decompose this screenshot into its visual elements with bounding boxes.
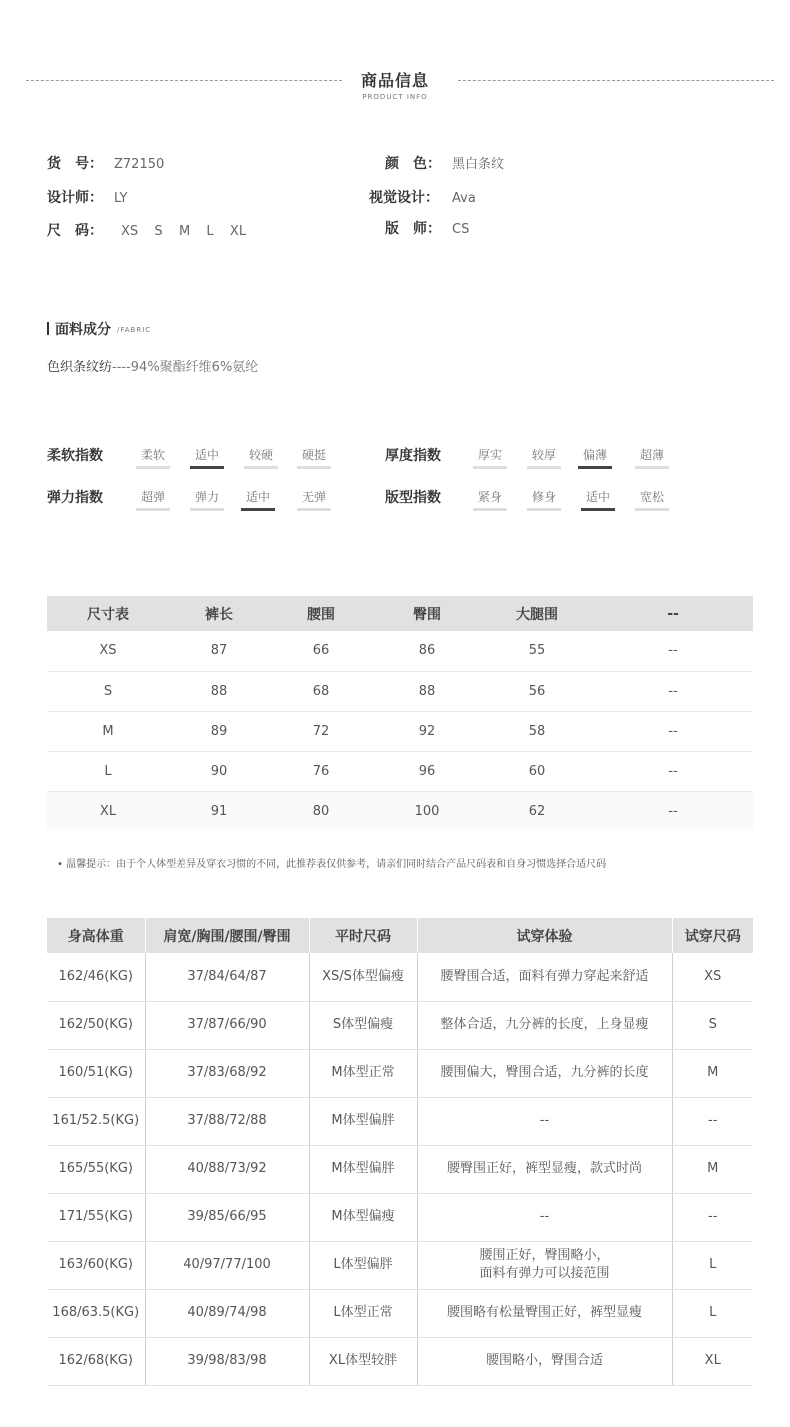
table-row [47, 1049, 753, 1097]
info-value: 黑白条纹 [452, 157, 505, 172]
trial-cell: 168/63.5(KG) [47, 1289, 145, 1337]
trial-cell: 161/52.5(KG) [47, 1097, 145, 1145]
trial-cell: 腰围略小，臀围合适 [417, 1337, 672, 1385]
trial-cell: -- [417, 1193, 672, 1241]
table-row [47, 1241, 753, 1289]
trial-cell: M体型正常 [309, 1049, 417, 1097]
title-bar [47, 322, 49, 335]
trial-cell: 腰臀围合适，面料有弹力穿起来舒适 [417, 953, 672, 1001]
fabric-ratio: ----94%聚酯纤维6%氨纶 [112, 360, 259, 375]
table-row: XL 91 80 100 62 -- [47, 791, 753, 831]
fit-option-selected: 适中 [581, 488, 615, 511]
trial-cell: 165/55(KG) [47, 1145, 145, 1193]
elasticity-option: 弹力 [190, 488, 224, 511]
trial-cell: 37/88/72/88 [145, 1097, 309, 1145]
trial-cell: L体型偏胖 [309, 1241, 417, 1289]
trial-cell: 40/97/77/100 [145, 1241, 309, 1289]
trial-cell: M体型偏瘦 [309, 1193, 417, 1241]
info-label: 设计师： [47, 190, 103, 206]
trial-cell: 腰围偏大，臀围合适，九分裤的长度 [417, 1049, 672, 1097]
trial-cell: XS/S体型偏瘦 [309, 953, 417, 1001]
trial-cell: S [672, 1001, 753, 1049]
trial-cell: M [672, 1145, 753, 1193]
info-color [385, 153, 504, 173]
softness-option-selected: 适中 [190, 446, 224, 469]
trial-cell: XL [672, 1337, 753, 1385]
table-row [47, 1337, 753, 1385]
trial-cell: 171/55(KG) [47, 1193, 145, 1241]
trial-cell: 40/88/73/92 [145, 1145, 309, 1193]
fabric-composition [47, 356, 258, 375]
table-row [47, 1289, 753, 1337]
trial-cell: XL体型较胖 [309, 1337, 417, 1385]
size-header-cell: 臀围 [373, 596, 481, 631]
trial-table [47, 918, 753, 1386]
info-value: CS [452, 222, 470, 237]
table-row [47, 1193, 753, 1241]
info-value: XS S M L XL [121, 224, 247, 239]
trial-cell: -- [417, 1097, 672, 1145]
table-row: M 89 72 92 58 -- [47, 711, 753, 751]
size-header-cell: -- [593, 596, 753, 631]
divider-right [458, 80, 774, 81]
softness-option: 较硬 [244, 446, 278, 469]
trial-cell: 40/89/74/98 [145, 1289, 309, 1337]
info-label: 视觉设计： [369, 190, 439, 206]
size-header-cell: 大腿围 [481, 596, 593, 631]
trial-cell: 160/51(KG) [47, 1049, 145, 1097]
thickness-option: 超薄 [635, 446, 669, 469]
fit-option: 紧身 [473, 488, 507, 511]
info-size [47, 220, 246, 240]
table-row: L 90 76 96 60 -- [47, 751, 753, 791]
info-designer [47, 187, 127, 207]
size-header-cell: 尺寸表 [47, 596, 169, 631]
trial-cell: 162/46(KG) [47, 953, 145, 1001]
fabric-title: 面料成分 /FABRIC [47, 319, 151, 339]
table-row [47, 1097, 753, 1145]
table-row [47, 1001, 753, 1049]
thickness-option: 厚实 [473, 446, 507, 469]
trial-cell: 162/50(KG) [47, 1001, 145, 1049]
elasticity-label: 弹力指数 [47, 490, 103, 506]
trial-cell: 162/68(KG) [47, 1337, 145, 1385]
info-item-no [47, 153, 164, 173]
size-table-header [47, 596, 753, 631]
fit-option: 修身 [527, 488, 561, 511]
trial-cell: L [672, 1241, 753, 1289]
info-value: Ava [452, 191, 476, 206]
size-header-cell: 裤长 [169, 596, 269, 631]
trial-cell: -- [672, 1097, 753, 1145]
trial-cell: 37/87/66/90 [145, 1001, 309, 1049]
section-header [0, 60, 790, 110]
trial-header-cell: 试穿尺码 [672, 918, 753, 953]
fit-option: 宽松 [635, 488, 669, 511]
elasticity-option-selected: 适中 [241, 488, 275, 511]
info-label: 颜 色： [385, 156, 441, 172]
thickness-option: 较厚 [527, 446, 561, 469]
info-visual [369, 187, 476, 207]
trial-cell: 163/60(KG) [47, 1241, 145, 1289]
trial-cell: M体型偏胖 [309, 1145, 417, 1193]
trial-cell: L [672, 1289, 753, 1337]
fabric-name: 色织条纹纺 [47, 360, 113, 375]
table-row: XS 87 66 86 55 -- [47, 631, 753, 671]
trial-cell: 39/98/83/98 [145, 1337, 309, 1385]
softness-option: 硬挺 [297, 446, 331, 469]
size-header-cell: 腰围 [269, 596, 373, 631]
table-row [47, 953, 753, 1001]
trial-cell: 腰围正好，臀围略小， 面料有弹力可以接范围 [417, 1241, 672, 1289]
thickness-option-selected: 偏薄 [578, 446, 612, 469]
fit-label: 版型指数 [385, 490, 441, 506]
trial-header-cell: 身高体重 [47, 918, 145, 953]
info-pattern [385, 218, 469, 238]
trial-cell: XS [672, 953, 753, 1001]
info-label: 尺 码： [47, 223, 103, 239]
table-row: S 88 68 88 56 -- [47, 671, 753, 711]
elasticity-option: 无弹 [297, 488, 331, 511]
section-subtitle: PRODUCT INFO [362, 93, 428, 101]
info-value: Z72150 [114, 157, 165, 172]
trial-table-header [47, 918, 753, 953]
trial-header-cell: 试穿体验 [417, 918, 672, 953]
trial-cell: M [672, 1049, 753, 1097]
trial-cell: 腰围略有松量臀围正好，裤型显瘦 [417, 1289, 672, 1337]
trial-header-cell: 肩宽/胸围/腰围/臀围 [145, 918, 309, 953]
trial-cell: 37/83/68/92 [145, 1049, 309, 1097]
trial-cell: -- [672, 1193, 753, 1241]
trial-cell: 整体合适，九分裤的长度，上身显瘦 [417, 1001, 672, 1049]
fabric-title-en: /FABRIC [117, 326, 152, 334]
trial-cell: S体型偏瘦 [309, 1001, 417, 1049]
trial-cell: 39/85/66/95 [145, 1193, 309, 1241]
info-label: 货 号： [47, 156, 103, 172]
trial-cell: L体型正常 [309, 1289, 417, 1337]
info-value: LY [114, 191, 128, 206]
trial-header-cell: 平时尺码 [309, 918, 417, 953]
table-row [47, 1145, 753, 1193]
elasticity-option: 超弹 [136, 488, 170, 511]
info-label: 版 师： [385, 221, 441, 237]
section-title: 商品信息 [360, 71, 429, 90]
trial-cell: M体型偏胖 [309, 1097, 417, 1145]
softness-label: 柔软指数 [47, 448, 103, 464]
size-tip: • 温馨提示：由于个人体型差异及穿衣习惯的不同，此推荐表仅供参考，请亲们同时结合产品尺码表和自身习惯选择合适尺码 [57, 859, 607, 870]
trial-cell: 腰臀围正好，裤型显瘦，款式时尚 [417, 1145, 672, 1193]
size-table [47, 596, 753, 831]
trial-cell: 37/84/64/87 [145, 953, 309, 1001]
thickness-label: 厚度指数 [385, 448, 441, 464]
softness-option: 柔软 [136, 446, 170, 469]
